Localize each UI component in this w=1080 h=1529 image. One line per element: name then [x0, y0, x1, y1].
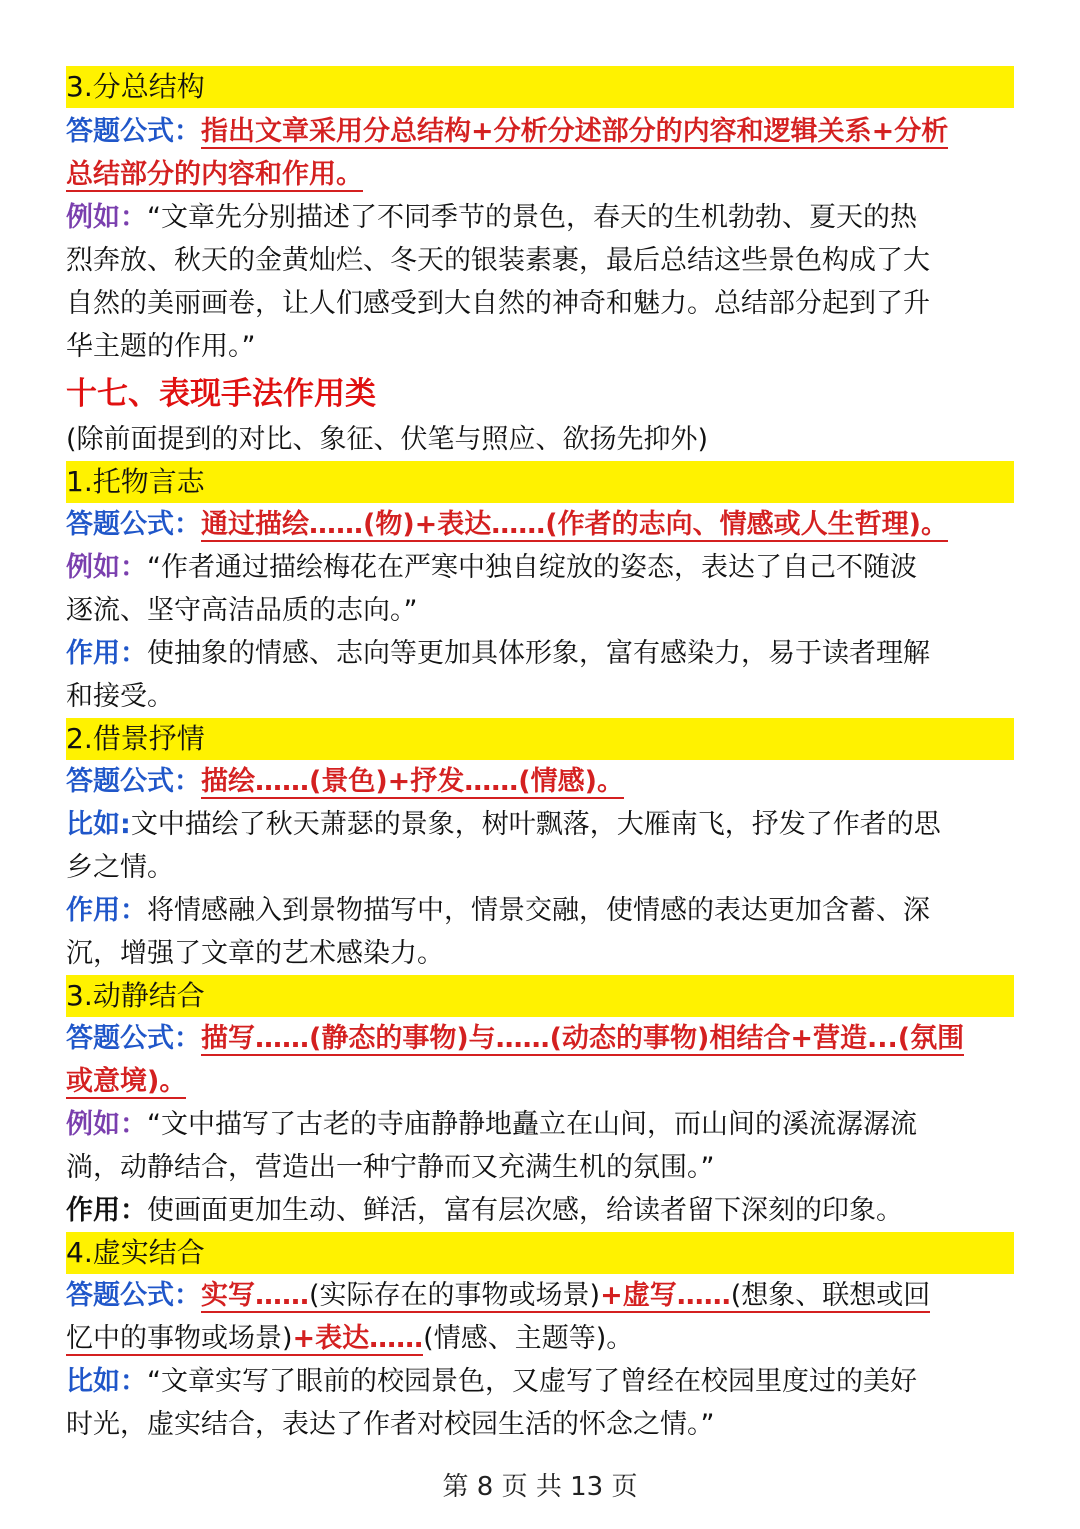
example-line — [66, 1360, 1014, 1403]
formula-real: 实写…… — [201, 1280, 309, 1311]
effect-line — [66, 1189, 1014, 1232]
formula-real-desc: (实际存在的事物或场景) — [309, 1280, 601, 1311]
formula-label: 答题公式： — [66, 1023, 201, 1054]
example-line — [66, 196, 1014, 239]
document-page — [66, 66, 1014, 1446]
formula-text: 描写……(静态的事物)与……(动态的事物)相结合+营造...(氛围 — [201, 1023, 965, 1054]
formula-line — [66, 110, 1014, 153]
effect-line — [66, 889, 1014, 932]
section-note: (除前面提到的对比、象征、伏笔与照应、欲扬先抑外) — [66, 424, 709, 455]
example-label: 例如： — [66, 1109, 147, 1140]
formula-line-2 — [66, 1317, 1014, 1360]
heading-dong-jing: 3.动静结合 — [66, 975, 1014, 1017]
formula-line — [66, 1274, 1014, 1317]
example-line-2: 乡之情。 — [66, 852, 174, 883]
heading-fen-zong: 3.分总结构 — [66, 66, 1014, 108]
example-line-3: 自然的美丽画卷，让人们感受到大自然的神奇和魅力。总结部分起到了升 — [66, 288, 930, 319]
example-label: 例如： — [66, 202, 147, 233]
formula-text: 通过描绘……(物)+表达……(作者的志向、情感或人生哲理)。 — [201, 509, 948, 540]
formula-text: 描绘……(景色)+抒发……(情感)。 — [201, 766, 624, 797]
page-footer: 第 8 页 共 13 页 — [442, 1472, 638, 1502]
formula-label: 答题公式： — [66, 766, 201, 797]
formula-line-2 — [66, 1060, 1014, 1103]
example-line-4: 华主题的作用。” — [66, 331, 256, 362]
example-line-2: 逐流、坚守高洁品质的志向。” — [66, 595, 418, 626]
effect-line-2: 沉，增强了文章的艺术感染力。 — [66, 938, 444, 969]
formula-line — [66, 503, 1014, 546]
example-label: 比如： — [66, 1366, 147, 1397]
example-label: 比如: — [66, 809, 131, 840]
example-line — [66, 1103, 1014, 1146]
effect-text: 使画面更加生动、鲜活，富有层次感，给读者留下深刻的印象。 — [147, 1195, 903, 1226]
formula-express-desc: (情感、主题等)。 — [423, 1323, 634, 1354]
example-text: 文中描绘了秋天萧瑟的景象，树叶飘落，大雁南飞，抒发了作者的思 — [130, 809, 941, 840]
effect-line — [66, 632, 1014, 675]
formula-label: 答题公式： — [66, 509, 201, 540]
example-line — [66, 803, 1014, 846]
effect-line-2: 和接受。 — [66, 681, 174, 712]
effect-text: 将情感融入到景物描写中，情景交融，使情感的表达更加含蓄、深 — [147, 895, 930, 926]
example-text: “作者通过描绘梅花在严寒中独自绽放的姿态，表达了自己不随波 — [147, 552, 917, 583]
example-label: 例如： — [66, 552, 147, 583]
formula-virtual: +虚写…… — [600, 1280, 731, 1311]
example-text: “文中描写了古老的寺庙静静地矗立在山间，而山间的溪流潺潺流 — [147, 1109, 917, 1140]
formula-line-2 — [66, 153, 1014, 196]
formula-line — [66, 1017, 1014, 1060]
example-line — [66, 546, 1014, 589]
heading-tuo-wu: 1.托物言志 — [66, 461, 1014, 503]
effect-label: 作用： — [66, 638, 147, 669]
effect-label: 作用： — [66, 1195, 147, 1226]
formula-line — [66, 760, 1014, 803]
heading-jie-jing: 2.借景抒情 — [66, 718, 1014, 760]
example-line-2: 烈奔放、秋天的金黄灿烂、冬天的银装素裹，最后总结这些景色构成了大 — [66, 245, 930, 276]
effect-label: 作用： — [66, 895, 147, 926]
formula-express: +表达…… — [292, 1323, 424, 1354]
formula-virtual-desc-2: 忆中的事物或场景) — [66, 1323, 293, 1354]
effect-text: 使抽象的情感、志向等更加具体形象，富有感染力，易于读者理解 — [147, 638, 930, 669]
example-line-2: 时光，虚实结合，表达了作者对校园生活的怀念之情。” — [66, 1409, 715, 1440]
formula-text: 指出文章采用分总结构+分析分述部分的内容和逻辑关系+分析 — [201, 116, 949, 147]
section-title: 十七、表现手法作用类 — [66, 376, 376, 412]
formula-text-2: 总结部分的内容和作用。 — [66, 159, 363, 190]
formula-text-2: 或意境)。 — [66, 1066, 187, 1097]
example-text: “文章实写了眼前的校园景色，又虚写了曾经在校园里度过的美好 — [147, 1366, 917, 1397]
formula-label: 答题公式： — [66, 116, 201, 147]
heading-xu-shi: 4.虚实结合 — [66, 1232, 1014, 1274]
formula-virtual-desc: (想象、联想或回 — [730, 1280, 931, 1311]
example-line-2: 淌，动静结合，营造出一种宁静而又充满生机的氛围。” — [66, 1152, 715, 1183]
formula-label: 答题公式： — [66, 1280, 201, 1311]
example-text: “文章先分别描述了不同季节的景色，春天的生机勃勃、夏天的热 — [147, 202, 917, 233]
